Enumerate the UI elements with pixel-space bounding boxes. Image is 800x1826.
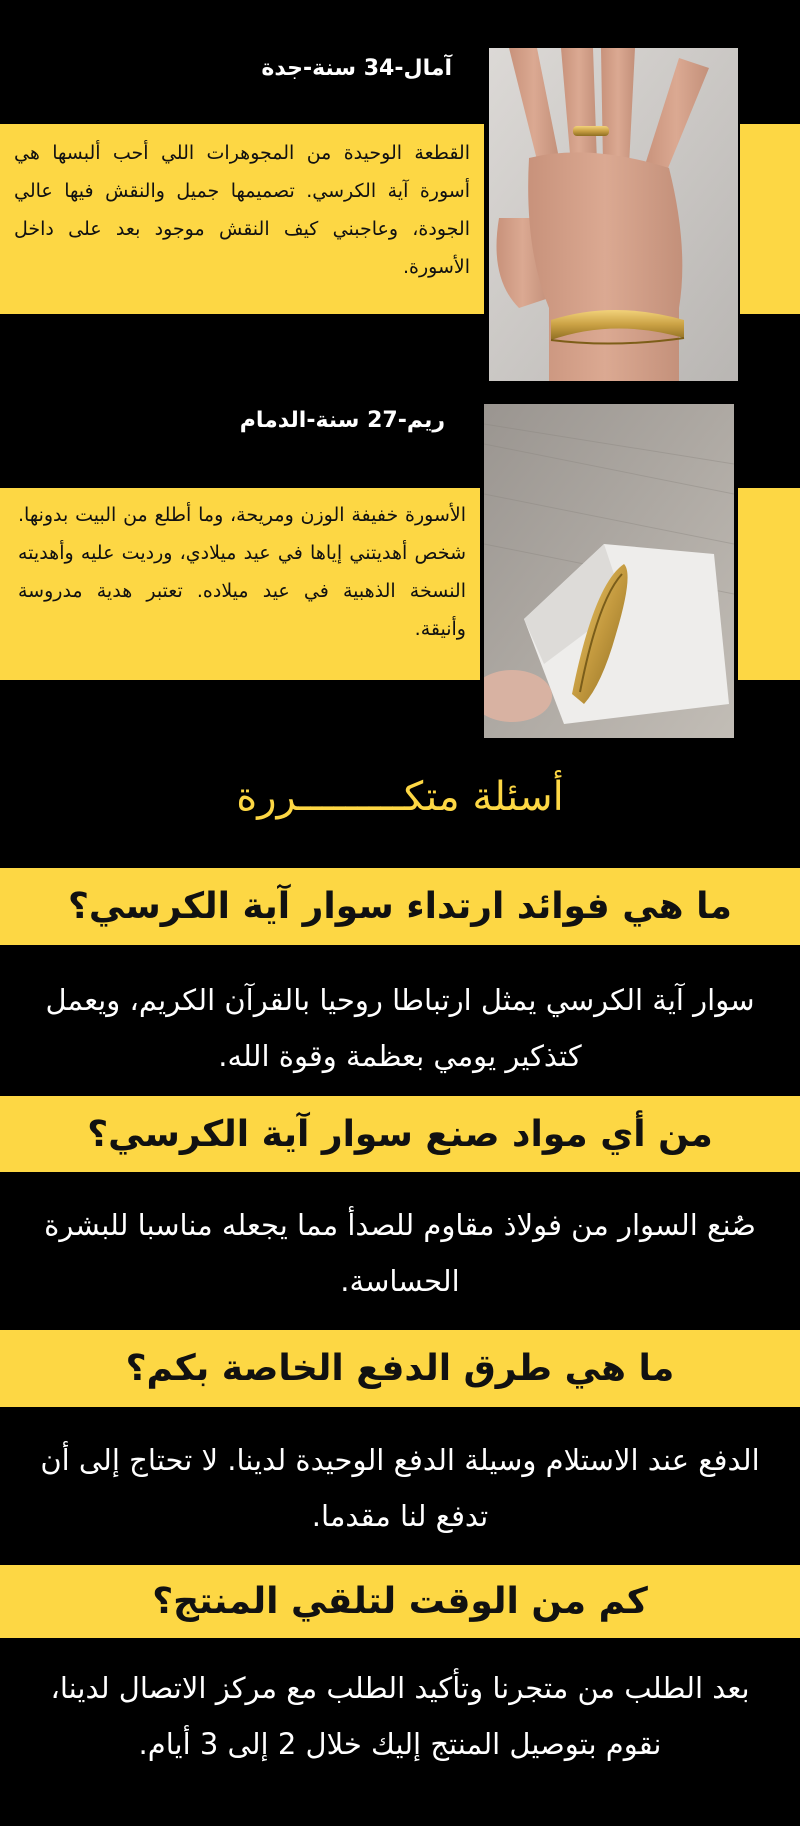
hand-with-bracelet-image: [489, 48, 738, 381]
faq-question-4[interactable]: [0, 1565, 800, 1638]
faq-answer-4: بعد الطلب من متجرنا وتأكيد الطلب مع مركز الاتصال لدينا، نقوم بتوصيل المنتج إليك خلال 2 إلى 3 أيام.: [50, 1671, 750, 1761]
review-text: القطعة الوحيدة من المجوهرات اللي أحب ألبسها هي أسورة آية الكرسي. تصميمها جميل والنقش فيها عالي الجودة، وعاجبني كيف النقش موجود بعد على داخل الأسورة.: [14, 142, 470, 278]
bracelet-on-cloth-image: [484, 404, 734, 738]
review-text: الأسورة خفيفة الوزن ومريحة، وما أطلع من البيت بدونها. شخص أهديتني إياها في عيد ميلادي، ورديت عليه وأهديته النسخة الذهبية في عيد ميلاده. تعتبر هدية مدروسة وأنيقة.: [18, 504, 466, 640]
faq-question-2[interactable]: [0, 1096, 800, 1172]
faq-question-text: ما هي طرق الدفع الخاصة بكم؟: [125, 1348, 675, 1389]
faq-question-text: كم من الوقت لتلقي المنتج؟: [152, 1581, 648, 1622]
review-text-box: [0, 124, 484, 314]
faq-question-1[interactable]: [0, 868, 800, 945]
faq-answer-2: صُنع السوار من فولاذ مقاوم للصدأ مما يجعله مناسبا للبشرة الحساسة.: [44, 1208, 756, 1298]
bracelet-hand-photo: [489, 48, 738, 381]
faq-question-text: من أي مواد صنع سوار آية الكرسي؟: [87, 1113, 713, 1155]
faq-answer-3: الدفع عند الاستلام وسيلة الدفع الوحيدة لدينا. لا تحتاج إلى أن تدفع لنا مقدما.: [40, 1443, 760, 1533]
accent-bar: [738, 488, 800, 680]
accent-bar: [740, 124, 800, 314]
review-card-1: [0, 40, 800, 385]
faq-question-text: ما هي فوائد ارتداء سوار آية الكرسي؟: [68, 886, 732, 927]
review-card-2: [0, 400, 800, 740]
faq-question-3[interactable]: [0, 1330, 800, 1407]
reviewer-name: آمال-34 سنة-جدة: [261, 56, 452, 81]
reviewer-name: ريم-27 سنة-الدمام: [239, 408, 445, 433]
faq-answer-1: سوار آية الكرسي يمثل ارتباطا روحيا بالقرآن الكريم، ويعمل كتذكير يومي بعظمة وقوة الله.: [45, 983, 755, 1073]
review-text-box: [0, 488, 480, 680]
faq-title: أسئلة متكـــــــــررة: [236, 774, 564, 820]
bracelet-cloth-photo: [484, 404, 734, 738]
